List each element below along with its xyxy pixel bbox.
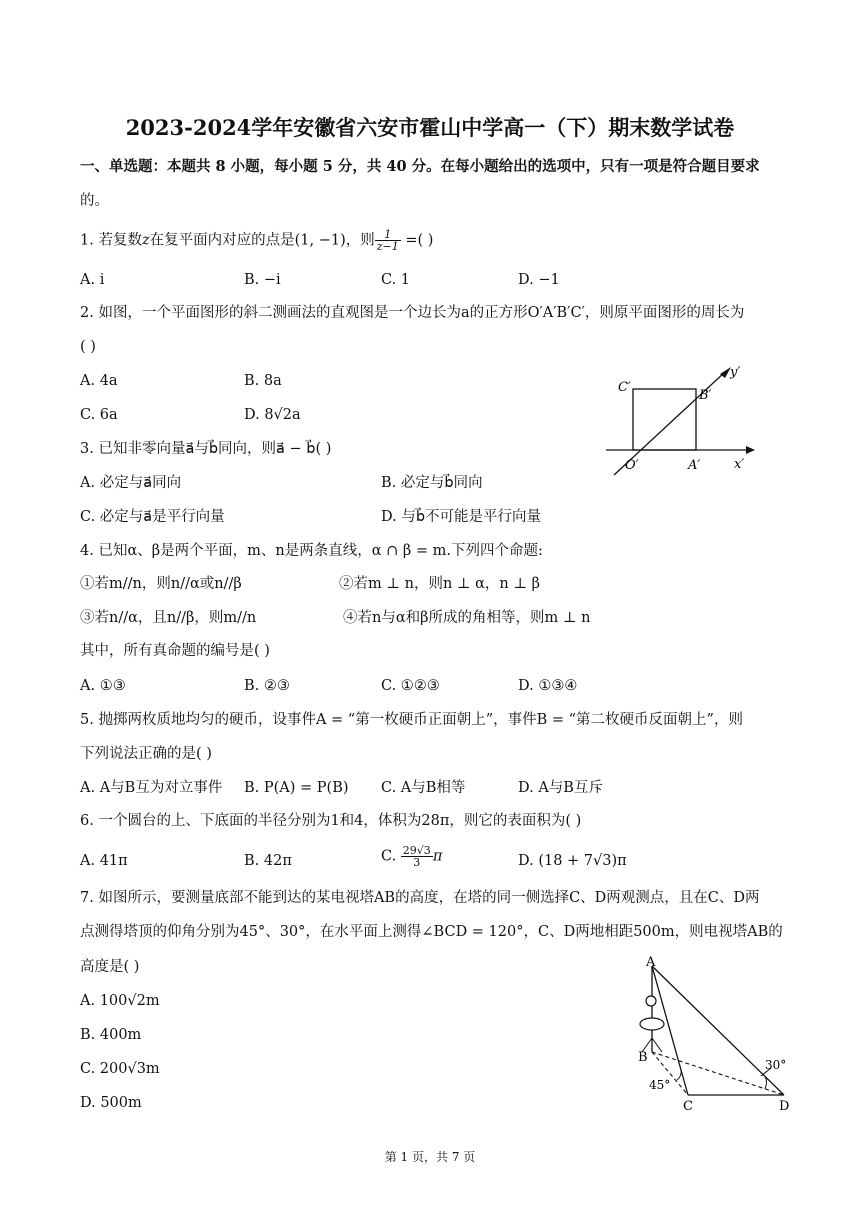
tower-leg-right [652, 1038, 662, 1052]
q1-stem-d: =( ) [400, 232, 434, 249]
option-c-num: 29√3 [402, 844, 431, 857]
q1-var-z: z [141, 232, 150, 249]
option-c: C. 必定与a⃗是平行向量 [80, 509, 225, 525]
proposition-2: ②若m ⊥ n，则n ⊥ α，n ⊥ β [339, 576, 541, 592]
page-footer: 第 1 页，共 7 页 [384, 1150, 476, 1164]
option-b: B. P(A) = P(B) [244, 780, 349, 796]
option-d: D. (18 + 7√3)π [518, 853, 627, 869]
q1-stem-c: 在复平面内对应的点是(1, −1)，则 [149, 232, 375, 249]
line-ac [652, 966, 688, 1095]
option-d: D. 与b⃗不可能是平行向量 [381, 509, 542, 525]
question-4-stem: 4. 已知α、β是两个平面，m、n是两条直线，α ∩ β = m.下列四个命题: [80, 543, 543, 559]
q1-stem-a: 1. 若复数 [80, 232, 142, 249]
label-b: B′ [699, 388, 712, 403]
section-heading-cont: 的。 [80, 193, 109, 209]
proposition-1: ①若m//n，则n//α或n//β [80, 576, 242, 592]
option-b: B. 42π [244, 853, 292, 869]
q1-frac-num: 1 [375, 229, 401, 241]
option-d: D. 8√2a [244, 407, 301, 423]
question-2-stem: 2. 如图，一个平面图形的斜二测画法的直观图是一个边长为a的正方形O′A′B′C′，则原平面图形的周长为 [80, 305, 745, 321]
option-c-pi: π [432, 848, 443, 865]
option-b: B. 8a [244, 373, 282, 389]
option-a: A. 100√2m [80, 993, 160, 1009]
option-b: B. 必定与b⃗同向 [381, 475, 483, 491]
option-c: C. 200√3m [80, 1061, 160, 1077]
option-b: B. −i [244, 272, 281, 288]
label-c: C [683, 1099, 693, 1114]
x-axis-arrow [746, 446, 755, 454]
option-d: D. −1 [518, 272, 560, 288]
label-30: 30° [765, 1058, 787, 1072]
question-7-stem: 7. 如图所示，要测量底部不能到达的某电视塔AB的高度，在塔的同一侧选择C、D两观测点，且在C、D两 [80, 890, 760, 906]
option-b: B. 400m [80, 1027, 142, 1043]
label-b: B [638, 1050, 648, 1065]
label-o: O′ [625, 458, 639, 473]
question-2-stem-cont: ( ) [80, 339, 96, 355]
label-c: C′ [618, 380, 631, 395]
option-a: A. 41π [80, 853, 128, 869]
angle-45-arc [677, 1070, 681, 1080]
question-1-stem [80, 229, 433, 252]
option-a: A. i [80, 272, 105, 288]
option-d: D. A与B互斥 [518, 780, 603, 796]
question-5-stem-cont: 下列说法正确的是( ) [80, 746, 212, 762]
option-c-prefix: C. [381, 848, 401, 865]
tower-disc [640, 1018, 664, 1030]
label-45: 45° [649, 1078, 671, 1092]
option-d: D. 500m [80, 1095, 142, 1111]
question-7-stem-cont: 点测得塔顶的仰角分别为45°、30°，在水平面上测得∠BCD = 120°，C、D两地相距500m，则电视塔AB的 [80, 924, 783, 940]
option-b: B. ②③ [244, 678, 290, 694]
option-c-den: 3 [413, 856, 421, 869]
option-c [381, 845, 442, 868]
label-a: A [646, 955, 656, 970]
q2-figure [600, 362, 760, 482]
option-c: C. A与B相等 [381, 780, 466, 796]
question-3-stem: 3. 已知非零向量a⃗与b⃗同向，则a⃗ − b⃗( ) [80, 441, 332, 457]
option-d: D. ①③④ [518, 678, 578, 694]
option-a: A. A与B互为对立事件 [80, 780, 223, 796]
q7-figure [625, 952, 805, 1117]
question-7-stem-cont2: 高度是( ) [80, 959, 140, 975]
label-y: y′ [730, 365, 741, 380]
option-c: C. ①②③ [381, 678, 440, 694]
label-x: x′ [734, 457, 745, 472]
square [633, 389, 696, 450]
option-a: A. 4a [80, 373, 118, 389]
proposition-4: ④若n与α和β所成的角相等，则m ⊥ n [343, 610, 591, 626]
option-c-fraction [401, 845, 433, 868]
q1-fraction [375, 229, 401, 252]
proposition-3: ③若n//α，且n//β，则m//n [80, 610, 257, 626]
question-4-ask: 其中，所有真命题的编号是( ) [80, 643, 270, 659]
question-6-stem: 6. 一个圆台的上、下底面的半径分别为1和4，体积为28π，则它的表面积为( ) [80, 813, 582, 829]
question-5-stem: 5. 抛掷两枚质地均匀的硬币，设事件A = “第一枚硬币正面朝上”，事件B = “第二枚硬币反面朝上”，则 [80, 712, 743, 728]
section-heading: 一、单选题：本题共 8 小题，每小题 5 分，共 40 分。在每小题给出的选项中，只有一项是符合题目要求 [80, 158, 760, 175]
option-a: A. ①③ [80, 678, 126, 694]
option-c: C. 1 [381, 272, 411, 288]
label-a: A′ [688, 458, 701, 473]
q1-frac-den: z−1 [376, 240, 399, 253]
option-c: C. 6a [80, 407, 118, 423]
page-title: 2023-2024学年安徽省六安市霍山中学高一（下）期末数学试卷 [125, 115, 735, 140]
tower-sphere [646, 996, 656, 1006]
label-d: D [779, 1099, 790, 1114]
option-a: A. 必定与a⃗同向 [80, 475, 182, 491]
angle-30-arc [765, 1076, 767, 1089]
